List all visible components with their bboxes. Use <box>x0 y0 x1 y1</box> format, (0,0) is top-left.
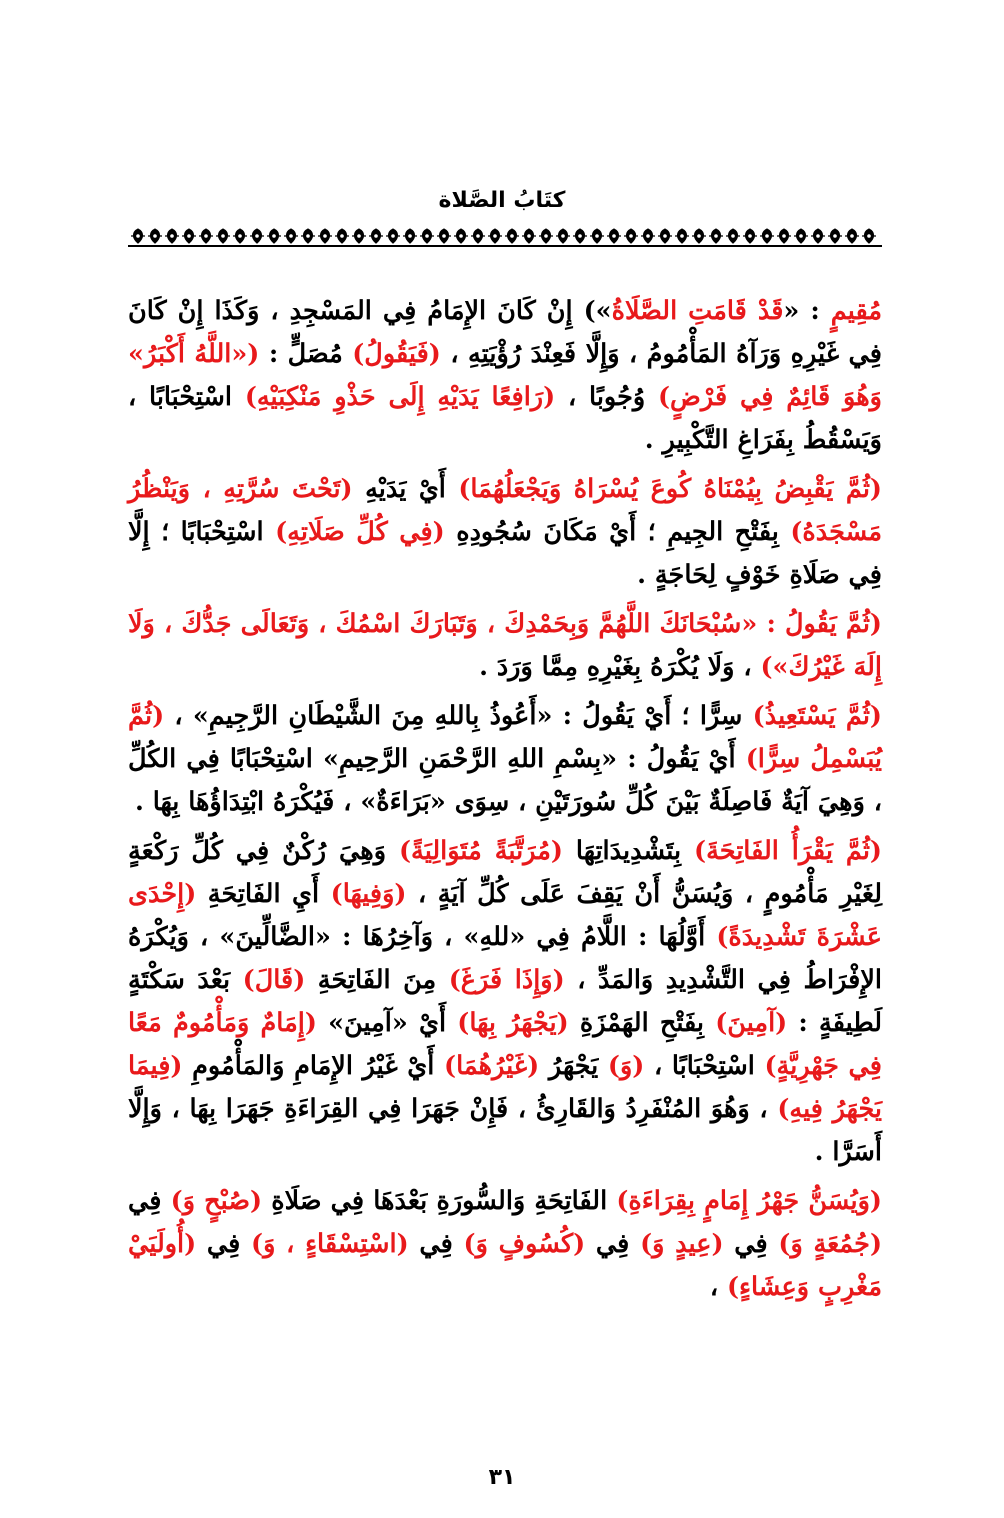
sharh-text: ، <box>709 1272 727 1302</box>
ornament-dot <box>782 234 786 238</box>
matn-text: (وَإِذَا فَرَغَ) <box>448 965 565 995</box>
matn-text: (إِمَامٌ وَمَأْمُومٌ مَعًا فِي جَهْرِيَّةٍ) <box>128 1008 882 1081</box>
ornament-dot <box>697 234 701 238</box>
matn-text: (آمِينَ) <box>715 1008 788 1038</box>
sharh-text: ، وَلَا يُكْرَهُ بِغَيْرِهِ مِمَّا وَرَدَ . <box>479 652 761 682</box>
ornamental-border-divider <box>128 226 882 250</box>
sharh-text: سِرًّا ؛ أَيْ يَقُولُ : «أَعُوذُ بِاللهِ مِنَ الشَّيْطَانِ الرَّجِيمِ» ، <box>164 701 753 731</box>
ornament-dot <box>442 234 446 238</box>
ornament-dot <box>527 234 531 238</box>
ornament-dot <box>323 234 327 238</box>
body-text <box>128 290 882 1315</box>
matn-text: (أُولَيَيْ مَغْرِبٍ وَعِشَاءٍ) <box>128 1229 882 1302</box>
ornament-dot <box>204 234 208 238</box>
ornament-dot <box>510 234 514 238</box>
sharh-text: ، وَهُوَ المُنْفَرِدُ وَالقَارِئُ ، فَإِنْ جَهَرَا فِي القِرَاءَةِ جَهَرَا بِهَا ، وَإِلَّا أَسَرَّا . <box>128 1094 882 1167</box>
ornament-dot <box>136 234 140 238</box>
sharh-text: أَيْ يَقُولُ : «بِسْمِ اللهِ الرَّحْمَنِ الرَّحِيمِ» اسْتِحْبَابًا فِي الكُلِّ ، وَهِيَ آيَةٌ فَاصِلَةٌ بَيْنَ كُلِّ سُورَتَيْنِ ، سِوَى «بَرَاءَةٌ» ، فَيُكْرَهُ ابْتِدَاؤُهَا بِهَا . <box>128 744 882 817</box>
ornament-dot <box>272 234 276 238</box>
sharh-text: وُجُوبًا ، <box>555 382 658 412</box>
matn-text: قَدْ قَامَتِ الصَّلَاةُ <box>611 296 784 326</box>
matn-text: («اللَّهُ أَكْبَرُ» وَهُوَ قَائِمٌ فِي فَرْضٍ) <box>128 339 882 412</box>
sharh-text: مِنَ الفَاتِحَةِ <box>305 965 449 995</box>
ornament-dot <box>850 234 854 238</box>
ornament-dot <box>374 234 378 238</box>
ornament-pattern <box>128 226 882 250</box>
sharh-text: اسْتِحْبَابًا ؛ إِلَّا فِي صَلَاةِ خَوْفٍ لِحَاجَةٍ . <box>128 517 882 590</box>
ornament-dot <box>867 234 871 238</box>
matn-text: (وَفِيهَا) <box>330 879 407 909</box>
matn-text: (كُسُوفٍ وَ) <box>463 1229 586 1259</box>
matn-text: (يَجْهَرُ بِهَا) <box>457 1008 569 1038</box>
ornament-dot <box>731 234 735 238</box>
ornament-dot <box>476 234 480 238</box>
ornament-dot <box>306 234 310 238</box>
sharh-text: فِي <box>408 1229 464 1259</box>
ornament-dot <box>459 234 463 238</box>
page-number: ٣١ <box>488 1465 516 1490</box>
paragraph <box>128 695 882 824</box>
ornament-dot <box>357 234 361 238</box>
ornament-dot <box>493 234 497 238</box>
sharh-text: أَيْ «آمِينَ» <box>316 1008 458 1038</box>
sharh-text: أَيِ الفَاتِحَةِ <box>196 879 331 909</box>
matn-text: (قَالَ) <box>242 965 306 995</box>
matn-text: (غَيْرُهُمَا) <box>444 1051 540 1081</box>
sharh-text: بَعْدَ سَكْتَةٍ لَطِيفَةٍ : <box>128 965 883 1038</box>
ornament-dot <box>612 234 616 238</box>
ornament-dot <box>187 234 191 238</box>
paragraph <box>128 468 882 597</box>
paragraph <box>128 830 882 1174</box>
sharh-text: الفَاتِحَةِ وَالسُّورَةِ بَعْدَهَا فِي صَلَاةِ <box>262 1186 617 1216</box>
sharh-text: أَوَّلُهَا : اللَّامُ فِي «للهِ» ، وَآخِرُهَا : «الضَّالِّينَ» ، وَيُكْرَهُ الإِفْرَاطُ فِي التَّشْدِيدِ وَالمَدِّ ، <box>128 922 882 995</box>
matn-text: (وَ) <box>607 1051 645 1081</box>
ornament-dot <box>221 234 225 238</box>
matn-text: (إِحْدَى عَشْرَةَ تَشْدِيدَةً) <box>128 879 882 952</box>
matn-text: (ثُمَّ يَسْتَعِيذُ) <box>752 701 883 731</box>
ornament-dot <box>816 234 820 238</box>
chapter-title: كتَابُ الصَّلاة <box>438 188 566 213</box>
matn-text: (ثُمَّ يَقْبِضُ بِيُمْنَاهُ كُوعَ يُسْرَاهُ وَيَجْعَلُهُمَا) <box>458 474 882 504</box>
ornament-dot <box>663 234 667 238</box>
sharh-text: يَجْهَرُ <box>539 1051 608 1081</box>
sharh-text: اسْتِحْبَابًا ، <box>644 1051 765 1081</box>
ornament-dot <box>391 234 395 238</box>
ornament-dot <box>340 234 344 238</box>
sharh-text: فِي <box>723 1229 779 1259</box>
matn-text: (فَيَقُولُ) <box>352 339 441 369</box>
sharh-text: وَهِيَ رُكْنٌ فِي كُلِّ رَكْعَةٍ لِغَيْرِ مَأْمُومٍ ، وَيُسَنُّ أَنْ يَقِفَ عَلَى كُلِّ آيَةٍ ، <box>128 836 882 909</box>
ornament-dot <box>595 234 599 238</box>
matn-text: (عِيدٍ وَ) <box>640 1229 724 1259</box>
ornament-dot <box>799 234 803 238</box>
paragraph <box>128 603 882 689</box>
ornament-dot <box>408 234 412 238</box>
sharh-text: : « <box>783 296 831 326</box>
matn-text: (مُرَتَّبَةً مُتَوَالِيَةً) <box>398 836 563 866</box>
matn-text: مُقِيمٍ <box>830 296 883 326</box>
sharh-text: فِي <box>585 1229 641 1259</box>
sharh-text: مُصَلٍّ : <box>259 339 353 369</box>
sharh-text: ») إِنْ كَانَ الإِمَامُ فِي المَسْجِدِ ، وَكَذَا إِنْ كَانَ فِي غَيْرِهِ وَرَآهُ المَأْمُومُ ، وَإِلَّا فَعِنْدَ رُؤْيَتِهِ ، <box>128 296 882 369</box>
sharh-text: بِفَتْحِ الهَمْزَةِ <box>568 1008 716 1038</box>
ornament-dot <box>680 234 684 238</box>
matn-text: (تَحْتَ سُرَّتِهِ ، وَيَنْظُرُ مَسْجَدَهُ) <box>128 474 882 547</box>
matn-text: (وَيُسَنُّ جَهْرُ إِمَامٍ بِقِرَاءَةِ) <box>616 1186 882 1216</box>
matn-text: (اسْتِسْقَاءٍ ، وَ) <box>251 1229 409 1259</box>
ornament-dot <box>561 234 565 238</box>
ornament-dot <box>153 234 157 238</box>
sharh-text: اسْتِحْبَابًا ، وَيَسْقُطُ بِفَرَاغِ التَّكْبِيرِ . <box>128 382 882 455</box>
matn-text: (فِيمَا يَجْهَرُ فِيهِ) <box>128 1051 882 1124</box>
paragraph <box>128 290 882 462</box>
ornament-dot <box>170 234 174 238</box>
ornament-dot <box>646 234 650 238</box>
ornament-dot <box>425 234 429 238</box>
matn-text: (رَافِعًا يَدَيْهِ إِلَى حَذْوِ مَنْكِبَيْهِ) <box>244 382 556 412</box>
ornament-dot <box>255 234 259 238</box>
sharh-text: فِي <box>196 1229 252 1259</box>
ornament-dot <box>629 234 633 238</box>
ornament-dot <box>544 234 548 238</box>
sharh-text: بِتَشْدِيدَاتِهَا <box>562 836 694 866</box>
matn-text: (ثُمَّ يُبَسْمِلُ سِرًّا) <box>128 701 882 774</box>
matn-text: (ثُمَّ يَقْرَأُ الفَاتِحَةَ) <box>694 836 883 866</box>
sharh-text: أَيْ غَيْرُ الإِمَامِ وَالمَأْمُومِ <box>182 1051 445 1081</box>
ornament-dot <box>765 234 769 238</box>
paragraph <box>128 1180 882 1309</box>
sharh-text: فِي <box>128 1186 171 1216</box>
sharh-text: أَيْ يَدَيْهِ <box>352 474 459 504</box>
matn-text: (صُبْحٍ وَ) <box>170 1186 263 1216</box>
matn-text: (جُمُعَةٍ وَ) <box>778 1229 883 1259</box>
ornament-dot <box>289 234 293 238</box>
ornament-dot <box>714 234 718 238</box>
ornament-dot <box>238 234 242 238</box>
matn-text: (فِي كُلِّ صَلَاتِهِ) <box>275 517 445 547</box>
matn-text: (ثُمَّ يَقُولُ : «سُبْحَانَكَ اللَّهُمَّ وَبِحَمْدِكَ ، وَتَبَارَكَ اسْمُكَ ، وَتَعَالَى جَدُّكَ ، وَلَا إِلَهَ غَيْرُكَ») <box>128 609 882 682</box>
sharh-text: بِفَتْحِ الجِيمِ ؛ أَيْ مَكَانَ سُجُودِهِ <box>444 517 791 547</box>
ornament-baseline <box>128 245 882 247</box>
ornament-dot <box>578 234 582 238</box>
ornament-dot <box>748 234 752 238</box>
ornament-dot <box>833 234 837 238</box>
